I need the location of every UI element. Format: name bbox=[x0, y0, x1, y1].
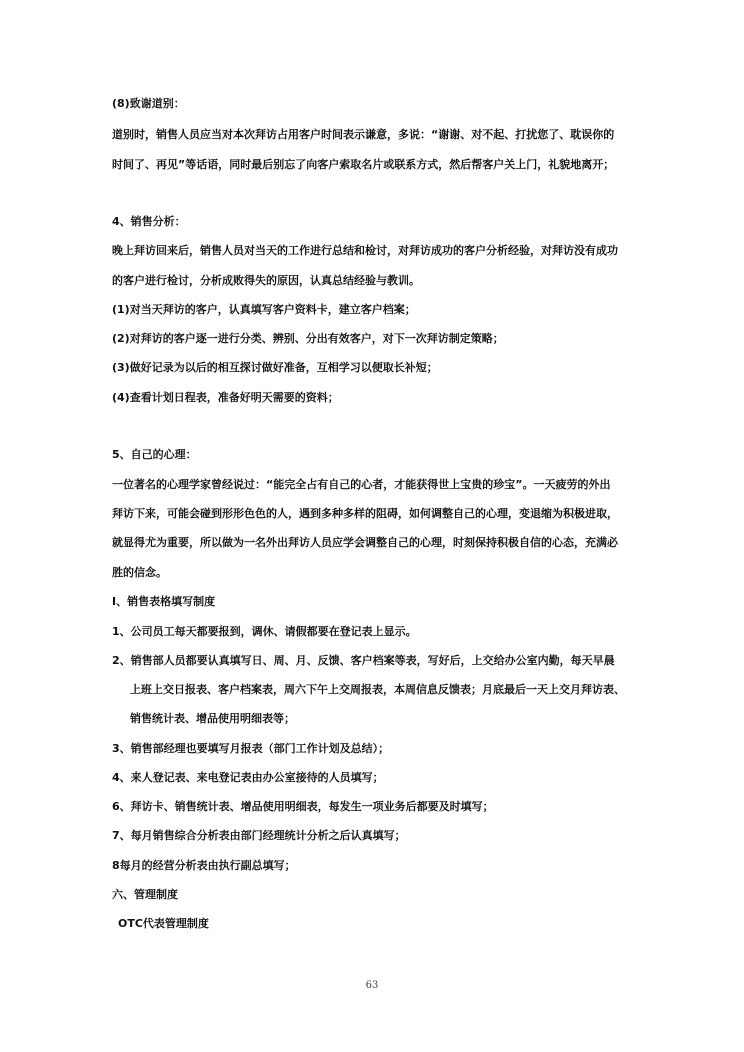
list-item: (1)对当天拜访的客户，认真填写客户资料卡，建立客户档案； bbox=[112, 303, 416, 316]
paragraph-line: 时间了、再见”等话语，同时最后别忘了向客户索取名片或联系方式，然后帮客户关上门，礼貌地离开； bbox=[112, 158, 615, 171]
list-item: (3)做好记录为以后的相互探讨做好准备，互相学习以便取长补短； bbox=[112, 361, 438, 374]
paragraph-line: 道别时，销售人员应当对本次拜访占用客户时间表示谦意，多说：“谢谢、对不起、打扰您了、耽误你的 bbox=[112, 128, 615, 141]
paragraph-line: 的客户进行检讨，分析成败得失的原因，认真总结经验与教训。 bbox=[112, 274, 420, 287]
paragraph-line: 就显得尤为重要，所以做为一名外出拜访人员应学会调整自己的心理，时刻保持积极自信的心态，充满必 bbox=[112, 536, 618, 549]
list-item-continuation: 上班上交日报表、客户档案表，周六下午上交周报表，本周信息反馈表；月底最后一天上交月拜访表、 bbox=[130, 683, 625, 696]
list-item: 8每月的经营分析表由执行副总填写； bbox=[112, 859, 296, 872]
section-heading: 六、管理制度 bbox=[112, 888, 178, 901]
list-item: 3、销售部经理也要填写月报表（部门工作计划及总结）； bbox=[112, 742, 390, 755]
list-item: 1、公司员工每天都要报到，调休、请假都要在登记表上显示。 bbox=[112, 625, 417, 638]
page-number: 63 bbox=[365, 980, 379, 991]
paragraph-line: 晚上拜访回来后，销售人员对当天的工作进行总结和检讨，对拜访成功的客户分析经验，对拜访没有成功 bbox=[112, 244, 618, 257]
paragraph-line: 拜访下来，可能会碰到形形色色的人，遇到多种多样的阻碍，如何调整自己的心理，变退缩为积极进取， bbox=[112, 507, 618, 520]
list-item: 7、每月销售综合分析表由部门经理统计分析之后认真填写； bbox=[112, 829, 406, 842]
subsection-heading: OTC代表管理制度 bbox=[118, 917, 209, 930]
list-item: 2、销售部人员都要认真填写日、周、月、反馈、客户档案等表，写好后，上交给办公室内勤，每天早晨 bbox=[112, 654, 615, 667]
paragraph-line: 胜的信念。 bbox=[112, 566, 167, 579]
list-item-continuation: 销售统计表、增品使用明细表等； bbox=[130, 712, 295, 725]
list-item: 4、来人登记表、来电登记表由办公室接待的人员填写； bbox=[112, 771, 384, 784]
section-heading: I、销售表格填写制度 bbox=[112, 595, 216, 608]
list-item: 6、拜访卡、销售统计表、增品使用明细表，每发生一项业务后都要及时填写； bbox=[112, 800, 494, 813]
paragraph-line: 一位著名的心理学家曾经说过：“能完全占有自己的心者，才能获得世上宝贵的珍宝”。一天疲劳的外出 bbox=[112, 478, 611, 491]
list-item: (4)查看计划日程表，准备好明天需要的资料； bbox=[112, 391, 339, 404]
list-item: (2)对拜访的客户逐一进行分类、辨别、分出有效客户，对下一次拜访制定策略； bbox=[112, 332, 504, 345]
section-heading: 5、自己的心理： bbox=[112, 448, 197, 461]
section-heading: 4、销售分析： bbox=[112, 215, 186, 228]
section-heading: (8)致谢道别： bbox=[112, 97, 185, 110]
